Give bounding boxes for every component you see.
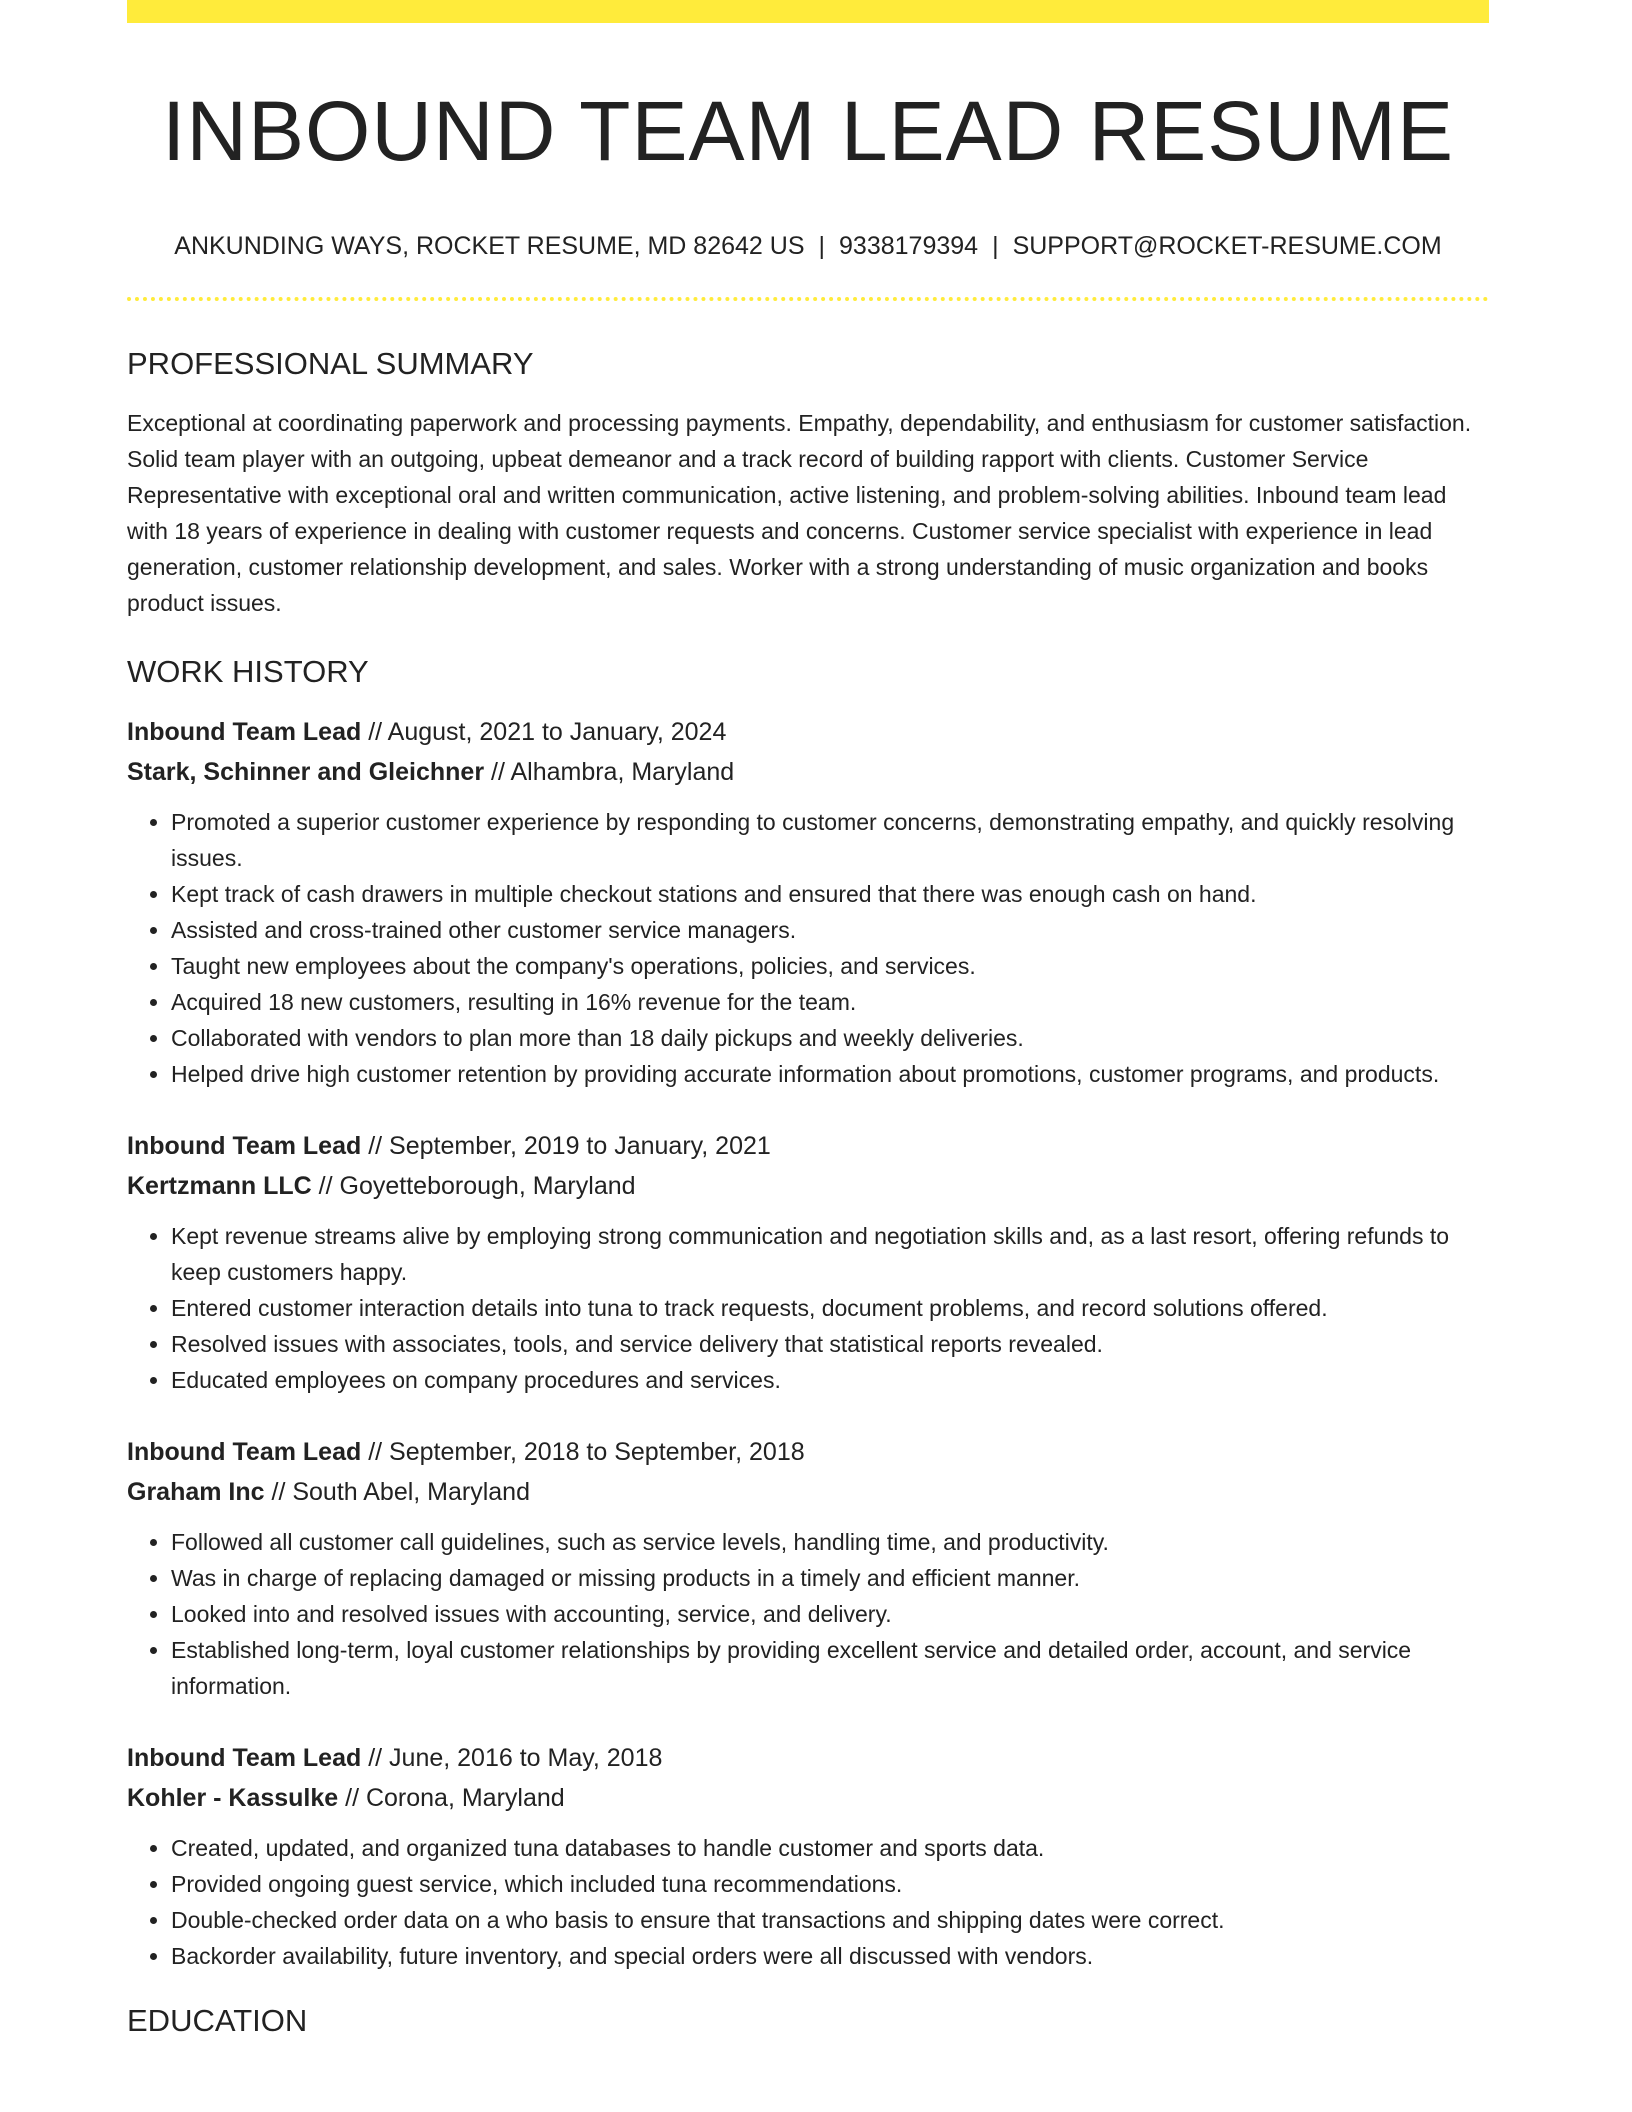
job-bullet: • Backorder availability, future inventory, and special orders were all discussed with vendors. <box>171 1938 1489 1974</box>
job-company-line <box>127 752 1489 792</box>
job-title-line <box>127 1738 1489 1778</box>
work-history-heading: WORK HISTORY <box>127 653 369 689</box>
job-bullet: • Educated employees on company procedures and services. <box>171 1362 1489 1398</box>
job-bullet: • Provided ongoing guest service, which included tuna recommendations. <box>171 1866 1489 1902</box>
job-bullet: • Assisted and cross-trained other customer service managers. <box>171 912 1489 948</box>
resume-page <box>127 0 1489 2039</box>
job-bullet: • Resolved issues with associates, tools, and service delivery that statistical reports revealed. <box>171 1326 1489 1362</box>
job-title-line <box>127 1126 1489 1166</box>
resume-title: INBOUND TEAM LEAD RESUME <box>162 84 1454 178</box>
job-bullet: • Acquired 18 new customers, resulting in 16% revenue for the team. <box>171 984 1489 1020</box>
job-bullet: • Promoted a superior customer experience by responding to customer concerns, demonstrating empathy, and quickly resolving issues. <box>171 804 1489 876</box>
job-entry <box>127 1432 1489 1704</box>
job-bullet-list <box>127 1830 1489 1974</box>
job-company: Kohler - Kassulke <box>127 1783 339 1812</box>
job-company: Graham Inc <box>127 1477 265 1506</box>
job-title-line <box>127 712 1489 752</box>
contact-separator: | <box>992 232 999 261</box>
job-role: Inbound Team Lead <box>127 1743 362 1772</box>
job-bullet: • Followed all customer call guidelines, such as service levels, handling time, and productivity. <box>171 1524 1489 1560</box>
contact-address: ANKUNDING WAYS, ROCKET RESUME, MD 82642 US <box>174 232 805 261</box>
job-bullet: • Collaborated with vendors to plan more than 18 daily pickups and weekly deliveries. <box>171 1020 1489 1056</box>
job-location: // Goyetteborough, Maryland <box>311 1171 636 1200</box>
job-bullet: • Was in charge of replacing damaged or missing products in a timely and efficient manner. <box>171 1560 1489 1596</box>
job-bullet: • Helped drive high customer retention by providing accurate information about promotions, customer programs, and products. <box>171 1056 1489 1092</box>
job-bullet: • Kept track of cash drawers in multiple checkout stations and ensured that there was enough cash on hand. <box>171 876 1489 912</box>
job-entry <box>127 1738 1489 1974</box>
job-company: Kertzmann LLC <box>127 1171 312 1200</box>
job-dates: // June, 2016 to May, 2018 <box>361 1743 663 1772</box>
job-bullet-list <box>127 1524 1489 1704</box>
job-bullet: • Looked into and resolved issues with accounting, service, and delivery. <box>171 1596 1489 1632</box>
contact-phone: 9338179394 <box>839 232 979 261</box>
job-entry <box>127 1126 1489 1398</box>
summary-heading: PROFESSIONAL SUMMARY <box>127 346 534 382</box>
job-company-line <box>127 1472 1489 1512</box>
top-accent-bar <box>127 0 1489 23</box>
contact-email[interactable]: SUPPORT@ROCKET-RESUME.COM <box>1012 232 1442 261</box>
job-entry <box>127 712 1489 1092</box>
contact-separator: | <box>818 232 826 261</box>
job-company-line <box>127 1166 1489 1206</box>
job-title-line <box>127 1432 1489 1472</box>
job-company-line <box>127 1778 1489 1818</box>
job-location: // Corona, Maryland <box>338 1783 565 1812</box>
job-location: // Alhambra, Maryland <box>484 757 735 786</box>
job-location: // South Abel, Maryland <box>264 1477 530 1506</box>
job-dates: // September, 2018 to September, 2018 <box>361 1437 805 1466</box>
job-bullet-list <box>127 1218 1489 1398</box>
job-bullet: • Taught new employees about the company's operations, policies, and services. <box>171 948 1489 984</box>
contact-line <box>127 231 1489 261</box>
job-dates: // September, 2019 to January, 2021 <box>361 1131 771 1160</box>
job-bullet: • Double-checked order data on a who basis to ensure that transactions and shipping dates were correct. <box>171 1902 1489 1938</box>
job-bullet: • Kept revenue streams alive by employing strong communication and negotiation skills and, as a last resort, offering refunds to keep customers happy. <box>171 1218 1489 1290</box>
job-bullet: • Established long-term, loyal customer relationships by providing excellent service and detailed order, account, and service information. <box>171 1632 1489 1704</box>
job-dates: // August, 2021 to January, 2024 <box>361 717 727 746</box>
job-role: Inbound Team Lead <box>127 717 362 746</box>
dotted-divider <box>127 297 1489 301</box>
job-bullet: • Created, updated, and organized tuna databases to handle customer and sports data. <box>171 1830 1489 1866</box>
job-role: Inbound Team Lead <box>127 1131 362 1160</box>
job-bullet: • Entered customer interaction details into tuna to track requests, document problems, and record solutions offered. <box>171 1290 1489 1326</box>
summary-text: Exceptional at coordinating paperwork and processing payments. Empathy, dependability, and enthusiasm for customer satisfaction. Solid team player with an outgoing, upbeat demeanor and a track record of building rapport with clients. Customer Service Representative with exceptional oral and written communication, active listening, and problem-solving abilities. Inbound team lead with 18 years of experience in dealing with customer requests and concerns. Customer service specialist with experience in lead generation, customer relationship development, and sales. Worker with a strong understanding of music organization and books product issues. <box>127 409 1472 616</box>
education-heading: EDUCATION <box>127 2002 308 2038</box>
work-history-list <box>127 712 1489 1974</box>
job-bullet-list <box>127 804 1489 1092</box>
job-company: Stark, Schinner and Gleichner <box>127 757 485 786</box>
job-role: Inbound Team Lead <box>127 1437 362 1466</box>
